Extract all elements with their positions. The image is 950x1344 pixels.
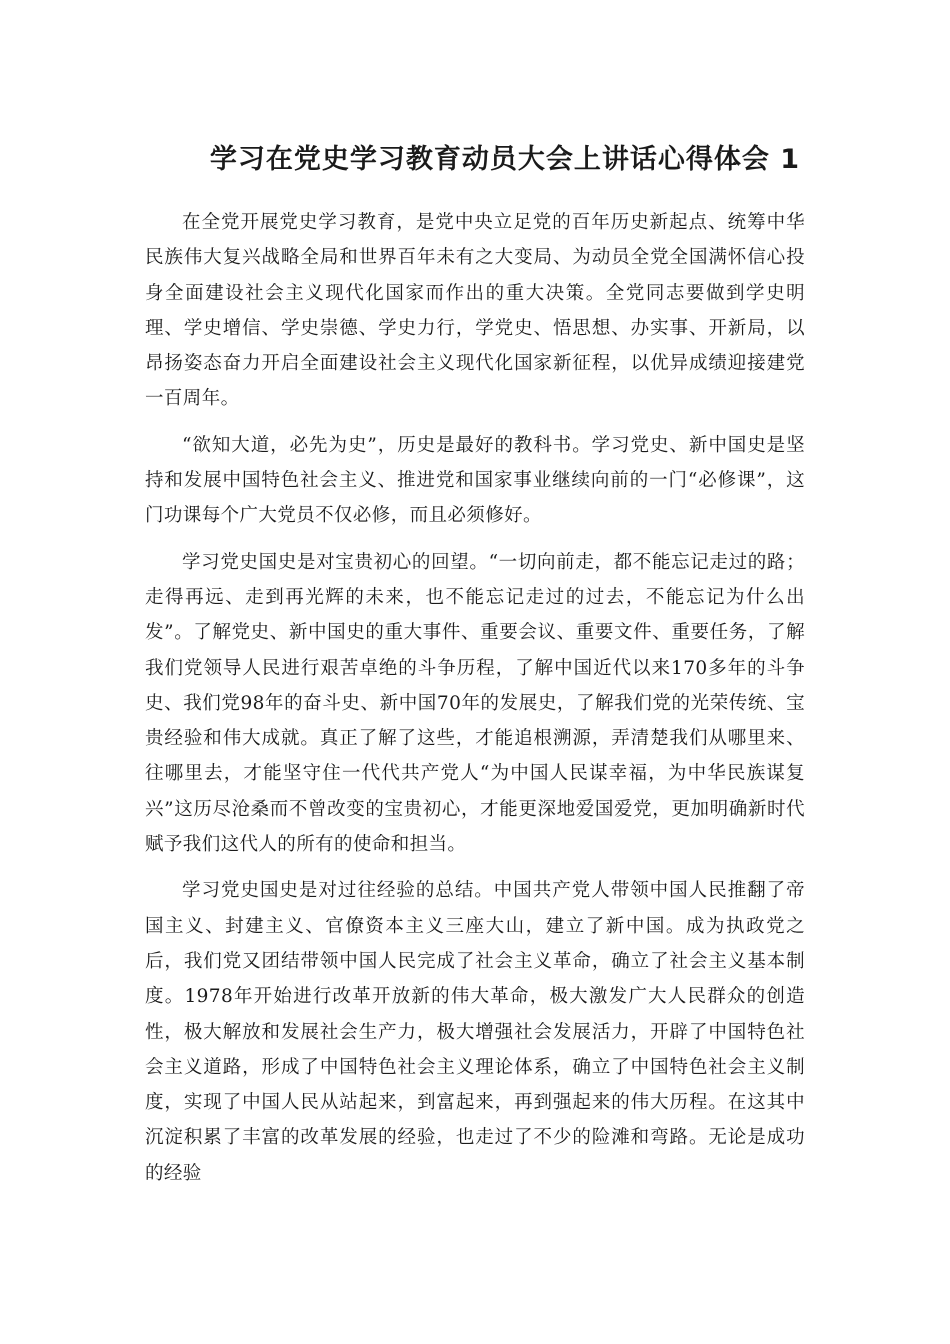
document-title: 学习在党史学习教育动员大会上讲话心得体会 1 xyxy=(209,144,801,175)
paragraph: 学习党史国史是对过往经验的总结。中国共产党人带领中国人民推翻了帝国主义、封建主义、官僚资本主义三座大山，建立了新中国。成为执政党之后，我们党又团结带领中国人民完成了社会主义革命，确立了社会主义基本制度。1978年开始进行改革开放新的伟大革命，极大激发广大人民群众的创造性，极大解放和发展社会生产力，极大增强社会发展活力，开辟了中国特色社会主义道路，形成了中国特色社会主义理论体系，确立了中国特色社会主义制度，实现了中国人民从站起来，到富起来，再到强起来的伟大历程。在这其中沉淀积累了丰富的改革发展的经验，也走过了不少的险滩和弯路。无论是成功的经验 xyxy=(145,880,805,1184)
paragraph: “欲知大道，必先为史”，历史是最好的教科书。学习党史、新中国史是坚持和发展中国特色社会主义、推进党和国家事业继续向前的一门“必修课”，这门功课每个广大党员不仅必修，而且必须修好。 xyxy=(145,434,805,527)
paragraph: 学习党史国史是对宝贵初心的回望。“一切向前走，都不能忘记走过的路；走得再远、走到再光辉的未来，也不能忘记走过的过去，不能忘记为什么出发”。了解党史、新中国史的重大事件、重要会议、重要文件、重要任务，了解我们党领导人民进行艰苦卓绝的斗争历程，了解中国近代以来170多年的斗争史、我们党98年的奋斗史、新中国70年的发展史，了解我们党的光荣传统、宝贵经验和伟大成就。真正了解了这些，才能追根溯源，弄清楚我们从哪里来、往哪里去，才能坚守住一代代共产党人“为中国人民谋幸福，为中华民族谋复兴”这历尽沧桑而不曾改变的宝贵初心，才能更深地爱国爱党，更加明确新时代赋予我们这代人的所有的使命和担当。 xyxy=(145,551,805,856)
paragraph: 在全党开展党史学习教育，是党中央立足党的百年历史新起点、统筹中华民族伟大复兴战略全局和世界百年未有之大变局、为动员全党全国满怀信心投身全面建设社会主义现代化国家而作出的重大决策。全党同志要做到学史明理、学史增信、学史崇德、学史力行，学党史、悟思想、办实事、开新局，以昂扬姿态奋力开启全面建设社会主义现代化国家新征程，以优异成绩迎接建党一百周年。 xyxy=(145,212,805,410)
document-body xyxy=(145,205,805,1202)
